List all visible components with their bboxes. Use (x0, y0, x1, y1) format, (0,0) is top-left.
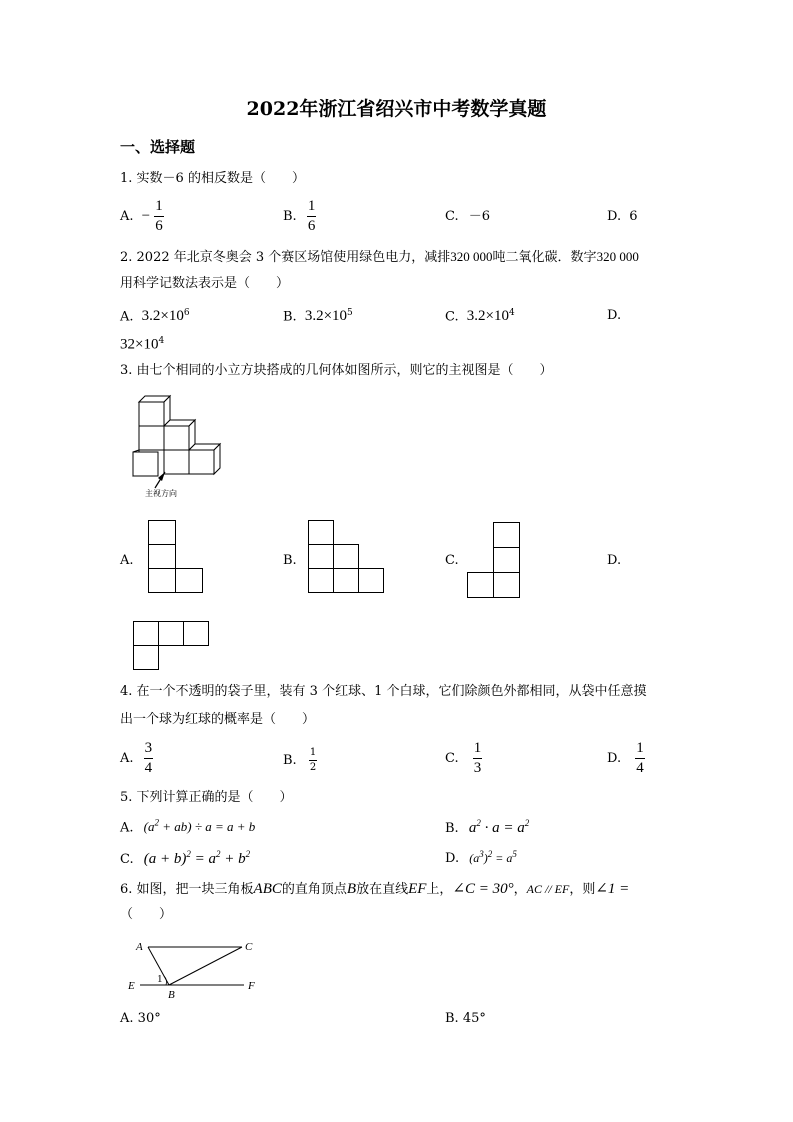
q6-separator: ， (513, 882, 527, 897)
q6-option-a (120, 1012, 161, 1025)
q4-option-a (120, 741, 153, 776)
q5-d-part3: = a (492, 851, 513, 865)
q5-b-part2: · a = a (480, 820, 525, 836)
q1-option-b-denominator: 6 (307, 218, 316, 234)
q5-c-part2: = a (190, 851, 217, 867)
q5-option-a-label: A. (120, 820, 134, 836)
q1-option-b-fraction (307, 199, 317, 234)
q4-option-d (607, 741, 645, 776)
q5-option-a (120, 819, 255, 834)
q4-option-d-fraction (635, 741, 645, 776)
q5-d-part2: ) (483, 851, 488, 865)
q6-condition-parallel: AC // EF (526, 882, 570, 896)
q5-d-sup3: 5 (512, 849, 517, 859)
q6-label-c: C (245, 941, 253, 953)
q4-option-b-fraction (309, 748, 317, 773)
q3-option-b-label: B. (283, 553, 297, 568)
q2-option-b (283, 309, 353, 324)
q2-line1-pre: 2. 2022 年北京冬奥会 3 个赛区场馆使用绿色电力，减排 (120, 250, 451, 265)
q1-option-c-label: C. (445, 209, 459, 224)
q2-option-d (120, 337, 164, 352)
q3-stem: 3. 由七个相同的小立方块搭成的几何体如图所示，则它的主视图是（ ） (120, 363, 553, 378)
q6-option-a-label: A. (120, 1011, 134, 1026)
section-heading: 一、选择题 (120, 138, 196, 156)
q4-option-a-fraction (144, 741, 154, 776)
q5-c-sup2: 2 (216, 849, 221, 859)
q3-option-c-label: C. (445, 553, 459, 568)
q4-option-c-numerator: 1 (473, 741, 483, 759)
q6-ask-angle: ∠1 = (595, 881, 630, 897)
q4-option-a-label: A. (120, 751, 134, 766)
q6-text-mid4: ，则 (569, 882, 596, 897)
q6-label-e: E (128, 980, 135, 992)
q2-option-b-base: 3.2×10 (304, 308, 348, 325)
q1-option-c-text: －6 (468, 209, 491, 224)
q2-option-b-label: B. (283, 309, 297, 325)
q1-option-a-sign: − (141, 208, 151, 224)
q1-option-b (283, 199, 316, 234)
q2-option-d-exp: 4 (158, 336, 165, 346)
q1-option-c (445, 210, 490, 223)
q5-a-part2: + ab) ÷ a = a + b (159, 819, 256, 835)
q3-option-b-view (308, 520, 388, 596)
q5-option-b-label: B. (445, 821, 459, 836)
q2-number-2: 320 000 (596, 249, 639, 264)
q5-b-part1: a (468, 820, 477, 836)
q2-option-c-label: C. (445, 309, 459, 325)
q1-stem: 1. 实数－6 的相反数是（ ） (120, 171, 305, 186)
q1-option-d-label: D. (607, 209, 622, 224)
q6-label-b: B (168, 989, 175, 1001)
q2-number-1: 320 000 (450, 249, 493, 264)
q3-option-a-label: A. (120, 553, 134, 568)
q4-option-d-label: D. (607, 751, 622, 766)
q5-d-sup2: 2 (487, 849, 493, 859)
q3-option-c-view (467, 522, 523, 600)
q1-option-a-denominator: 6 (155, 218, 163, 234)
q5-option-d (445, 850, 517, 865)
q1-option-a (120, 199, 164, 234)
q2-option-c (445, 309, 515, 324)
q5-stem: 5. 下列计算正确的是（ ） (120, 790, 293, 805)
q2-option-d-base: 32×10 (120, 336, 159, 353)
q6-text-mid3: 上， (426, 882, 453, 897)
q5-option-b-expr (469, 820, 529, 836)
q2-option-a-exp: 6 (183, 308, 190, 318)
q6-option-a-text: 30° (137, 1011, 161, 1026)
q4-option-d-numerator: 1 (635, 741, 645, 759)
q2-line1 (120, 250, 639, 264)
q2-option-d-label: D. (607, 308, 622, 323)
q5-option-a-expr (144, 819, 256, 834)
q5-c-part3: + b (220, 851, 246, 867)
q5-c-sup1: 2 (186, 849, 191, 859)
q5-option-c-expr (144, 851, 250, 867)
q2-option-b-exp: 5 (347, 308, 353, 318)
q1-option-a-numerator: 1 (154, 199, 164, 217)
q5-option-c (120, 850, 250, 867)
q6-text-mid1: 的直角顶点 (281, 882, 347, 897)
q5-d-part1: (a (469, 851, 480, 865)
q2-option-a-base: 3.2×10 (141, 308, 184, 325)
q6-line1 (120, 882, 629, 897)
q4-option-b-label: B. (283, 753, 297, 768)
q2-option-a-label: A. (120, 309, 134, 325)
q2-option-c-exp: 4 (508, 308, 515, 318)
q4-option-c (445, 741, 482, 776)
q3-option-d-view (133, 621, 213, 673)
q6-text-mid2: 放在直线 (356, 882, 409, 897)
q5-c-part1: (a + b) (143, 851, 187, 867)
q2-line2: 用科学记数法表示是（ ） (120, 276, 290, 291)
q6-line-ef: EF (408, 881, 427, 897)
page-title: 2022年浙江省绍兴市中考数学真题 (246, 98, 547, 120)
q5-b-sup2: 2 (524, 818, 530, 828)
q6-option-b-label: B. (445, 1011, 459, 1026)
q2-option-a (120, 309, 190, 324)
q5-option-c-label: C. (120, 852, 134, 867)
q3-figure-caption: 主视方向 (145, 489, 177, 498)
q4-option-a-denominator: 4 (144, 760, 153, 776)
q6-text-pre: 6. 如图，把一块三角板 (120, 882, 254, 897)
q4-option-c-label: C. (445, 751, 459, 766)
q6-label-f: F (248, 980, 255, 992)
q6-condition-angle: ∠C = 30° (452, 881, 514, 897)
q3-cube-figure (125, 390, 235, 505)
q1-option-a-fraction (154, 199, 164, 234)
q5-b-sup1: 2 (476, 818, 481, 828)
q5-option-b (445, 819, 529, 836)
q6-triangle-name: ABC (253, 881, 282, 897)
q4-option-c-denominator: 3 (473, 760, 482, 776)
q6-label-a: A (136, 941, 143, 953)
q5-option-d-label: D. (445, 851, 460, 866)
q4-line2: 出一个球为红球的概率是（ ） (120, 712, 316, 727)
q6-label-1: 1 (157, 973, 163, 985)
q6-option-b (445, 1012, 486, 1025)
q4-option-b (283, 748, 317, 773)
q6-option-b-text: 45° (462, 1011, 486, 1026)
q5-a-part1: (a (143, 819, 155, 835)
q6-line2: （ ） (120, 907, 173, 922)
q6-triangle-figure (122, 935, 267, 1003)
q4-option-b-numerator: 1 (309, 748, 317, 761)
q4-option-b-denominator: 2 (309, 762, 317, 773)
q5-c-sup3: 2 (245, 849, 251, 859)
q3-option-d-label: D. (607, 553, 622, 568)
q3-option-a-view (148, 520, 204, 596)
q2-option-c-base: 3.2×10 (466, 308, 509, 325)
q4-option-d-denominator: 4 (636, 760, 644, 776)
q4-option-a-numerator: 3 (144, 741, 154, 759)
q5-d-sup1: 3 (479, 849, 484, 859)
q4-option-c-fraction (473, 741, 483, 776)
q6-vertex-b: B (346, 881, 357, 897)
q1-option-b-numerator: 1 (307, 199, 317, 217)
q4-line1: 4. 在一个不透明的袋子里，装有 3 个红球、1 个白球，它们除颜色外都相同，从袋中任意摸 (120, 684, 647, 699)
q1-option-b-label: B. (283, 209, 297, 224)
q1-option-d-text: 6 (629, 209, 638, 224)
q5-option-d-expr (469, 851, 517, 865)
q5-a-sup1: 2 (154, 818, 160, 828)
q1-option-a-label: A. (120, 209, 134, 224)
q1-option-d (607, 210, 638, 223)
q2-line1-mid: 吨二氧化碳．数字 (492, 250, 597, 265)
q6-segment-bc (169, 947, 242, 985)
